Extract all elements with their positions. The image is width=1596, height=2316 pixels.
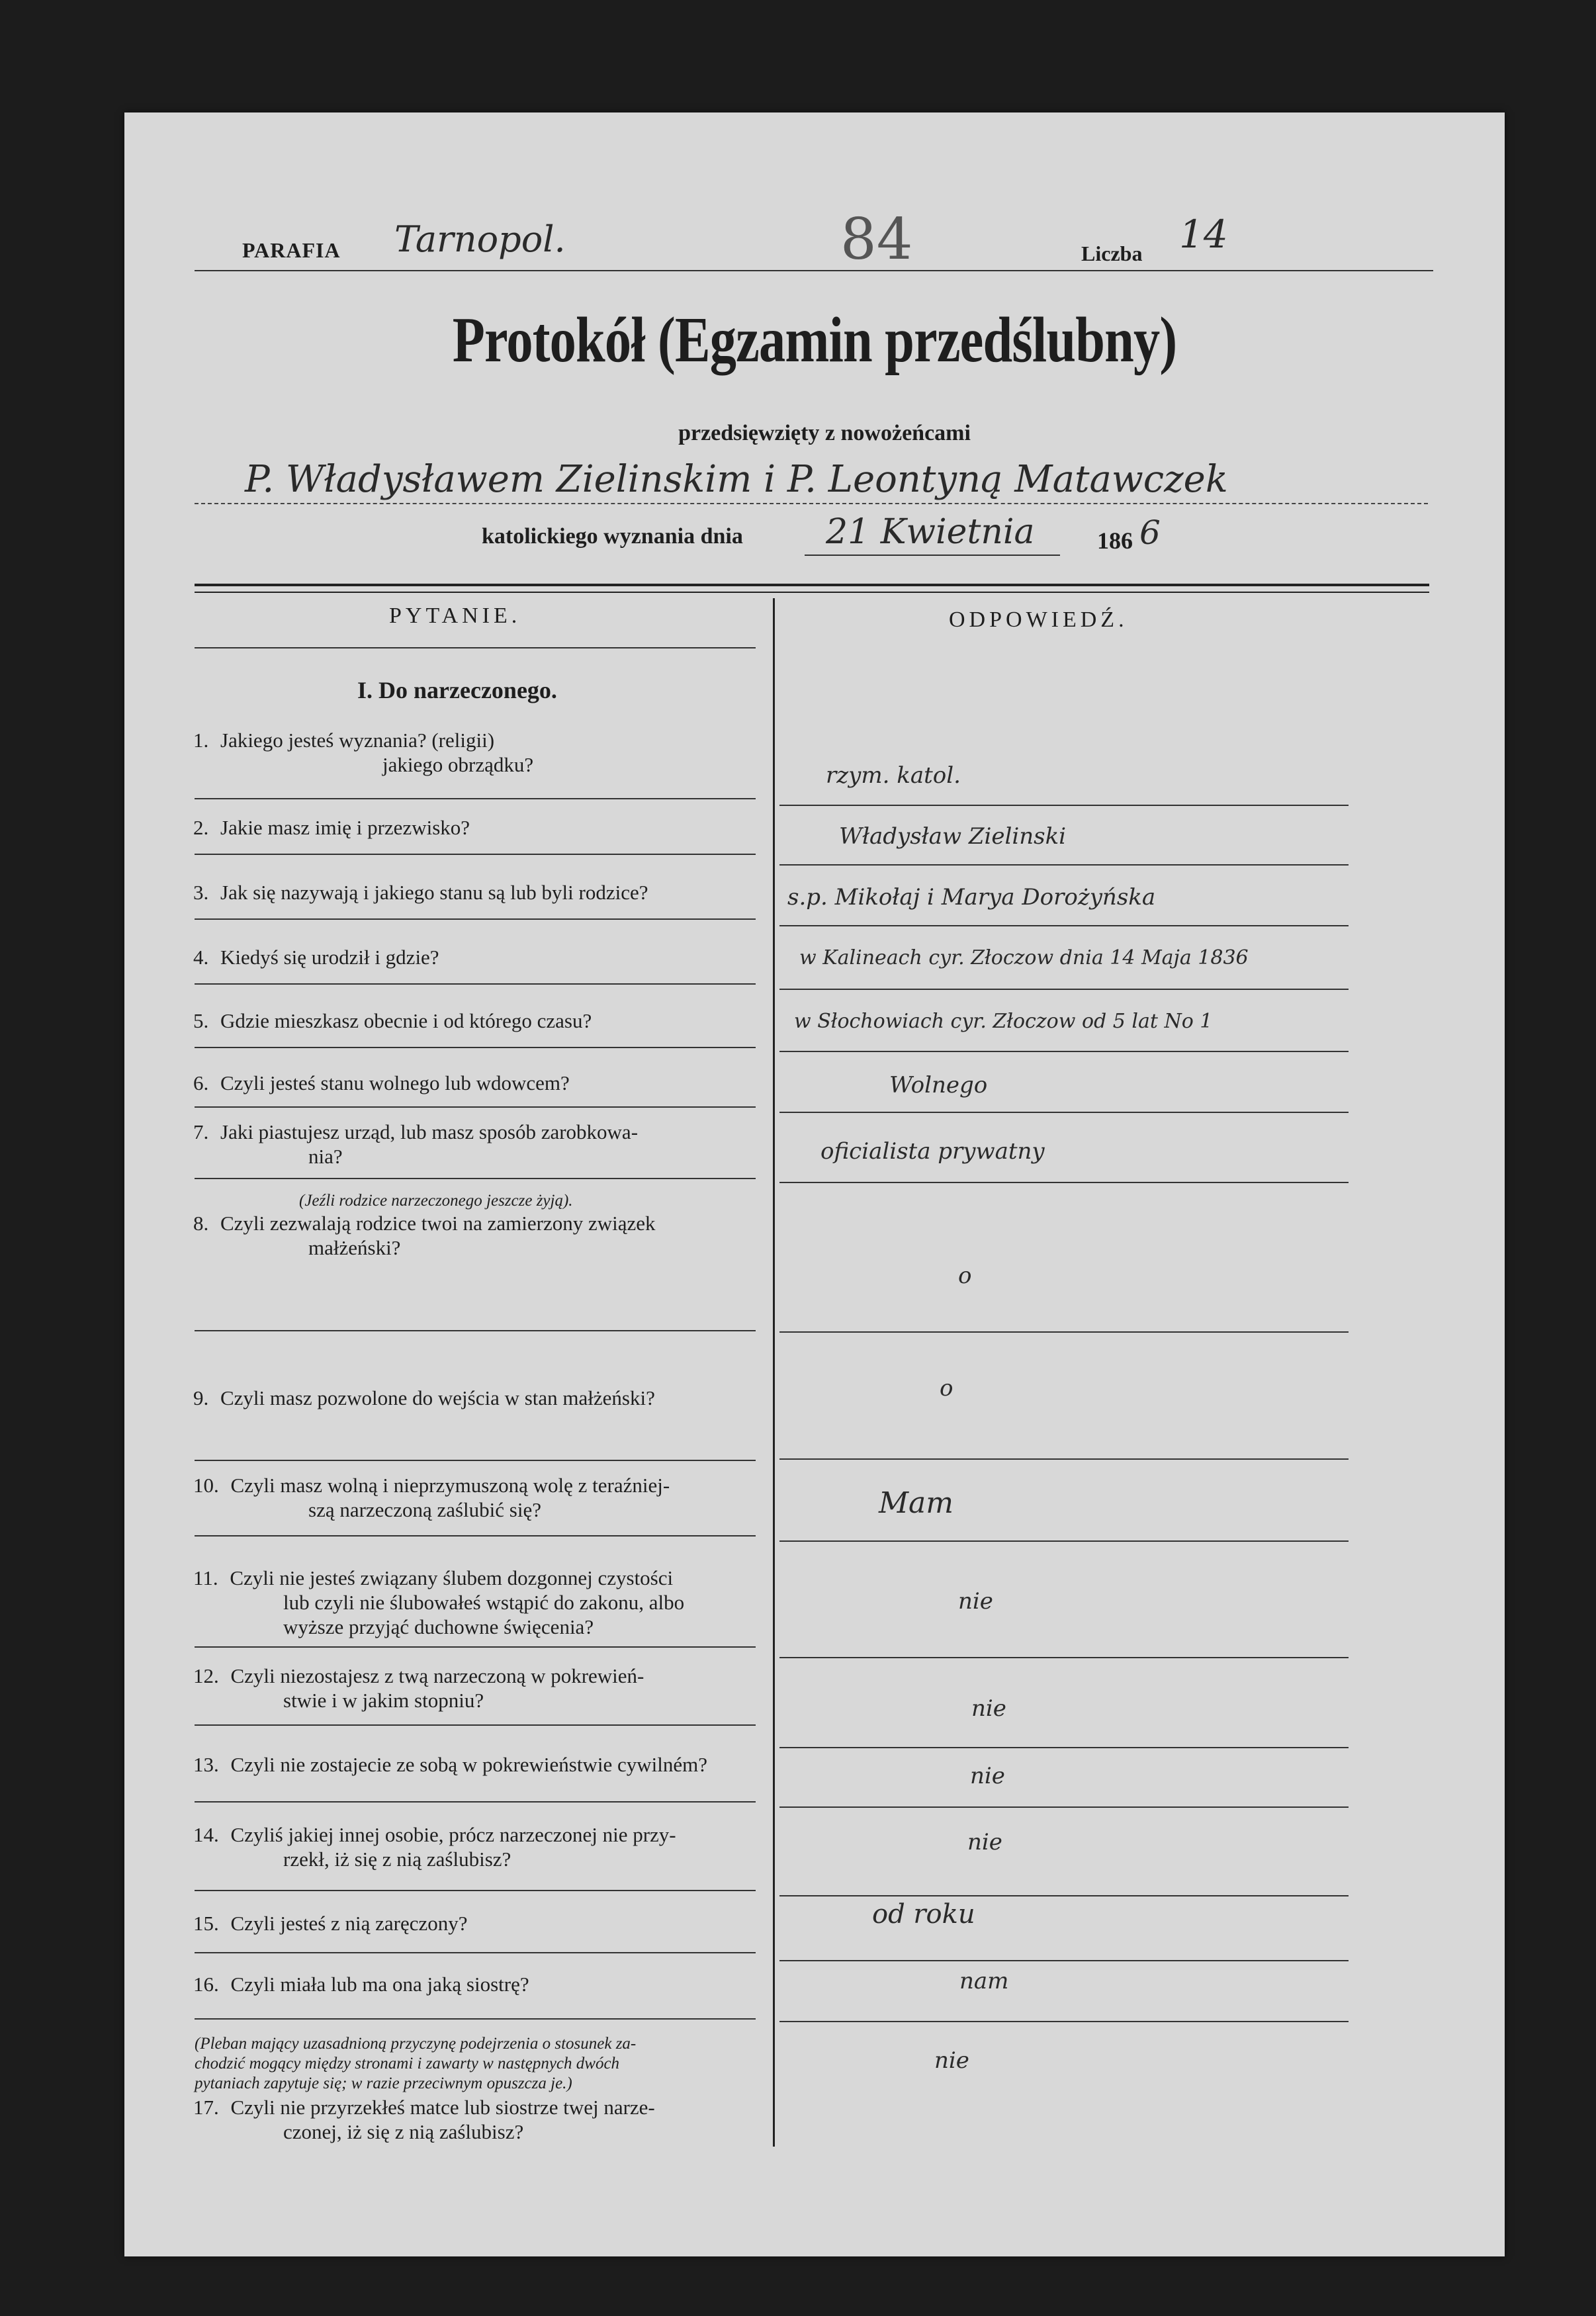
question-17: 17. Czyli nie przyrzekłeś matce lub siostrze twej narze- czonej, iż się z nią zaślubisz?	[193, 2096, 655, 2143]
question-text: stwie i w jakim stopniu?	[283, 1689, 484, 1712]
question-13-row: 13. Czyli nie zostajecie ze sobą w pokrewieństwie cywilném?	[193, 1753, 707, 1776]
question-rule	[195, 983, 756, 985]
question-4: 4. Kiedyś się urodził i gdzie?	[193, 946, 439, 969]
date-value: 21 Kwietnia	[826, 512, 1035, 552]
question-text: Jak się nazywają i jakiego stanu są lub byli rodzice?	[220, 881, 648, 904]
answer-17: nie	[934, 2047, 969, 2074]
header-rule	[195, 270, 1433, 271]
question-text: jakiego obrządku?	[382, 753, 534, 776]
answer-14: nie	[967, 1829, 1002, 1855]
question-text: małżeński?	[308, 1236, 401, 1259]
question-text: Czyli niezostajesz z twą narzeczoną w pokrewień-	[230, 1664, 644, 1687]
question-7: 7. Jaki piastujesz urząd, lub masz sposób zarobkowa- nia?	[193, 1120, 639, 1168]
date-label: katolickiego wyznania dnia	[482, 524, 743, 549]
question-text: Czyli nie przyrzekłeś matce lub siostrze twej narze-	[230, 2096, 655, 2119]
question-text: wyższe przyjąć duchowne święcenia?	[283, 1615, 594, 1638]
question-text: czonej, iż się z nią zaślubisz?	[283, 2120, 524, 2143]
question-6: 6. Czyli jesteś stanu wolnego lub wdowcem?	[193, 1071, 570, 1094]
number-label: Liczba	[1081, 242, 1143, 265]
answer-rule	[779, 1540, 1349, 1542]
question-rule	[195, 1178, 756, 1179]
answer-rule	[779, 1051, 1349, 1052]
question-text: Jakie masz imię i przezwisko?	[220, 816, 470, 839]
question-rule	[195, 1460, 756, 1461]
question-text: szą narzeczoną zaślubić się?	[308, 1498, 541, 1521]
question-text: Kiedyś się urodził i gdzie?	[220, 946, 439, 969]
question-rule	[195, 1047, 756, 1048]
question-rule	[195, 1890, 756, 1891]
answer-5: w Słochowiach cyr. Złoczow od 5 lat No 1	[794, 1010, 1213, 1033]
question-rule	[195, 798, 756, 799]
question-text: Czyli masz pozwolone do wejścia w stan małżeński?	[220, 1386, 655, 1409]
year-printed: 186	[1097, 527, 1133, 554]
question-text: Czyli jesteś stanu wolnego lub wdowcem?	[220, 1071, 570, 1094]
couple-names: P. Władysławem Zielinskim i P. Leontyną Matawczek	[245, 458, 1228, 501]
question-text: Jakiego jesteś wyznania? (religii)	[220, 729, 495, 752]
answer-rule	[779, 1747, 1349, 1748]
question-rule	[195, 918, 756, 920]
answer-9: o	[940, 1375, 953, 1402]
answer-rule	[779, 1182, 1349, 1183]
question-text: Czyli zezwalają rodzice twoi na zamierzony związek	[220, 1212, 656, 1235]
question-17-note	[195, 2034, 636, 2094]
answer-rule	[779, 1458, 1349, 1460]
question-15: 15. Czyli jesteś z nią zaręczony?	[193, 1912, 468, 1935]
answer-8: o	[958, 1263, 972, 1289]
couple-rule	[195, 503, 1428, 504]
answer-rule	[779, 805, 1349, 806]
answer-13: nie	[970, 1763, 1005, 1789]
answer-12: nie	[971, 1695, 1006, 1722]
question-text: Czyli jesteś z nią zaręczony?	[230, 1912, 468, 1935]
question-text: Jaki piastujesz urząd, lub masz sposób zarobkowa-	[220, 1120, 639, 1143]
question-rule	[195, 1535, 756, 1537]
question-8-note: (Jeźli rodzice narzeczonego jeszcze żyją).	[299, 1192, 573, 1210]
answer-4: w Kalineach cyr. Złoczow dnia 14 Maja 1836	[799, 946, 1249, 969]
question-text: nia?	[308, 1145, 343, 1168]
answer-2: Władysław Zielinski	[839, 823, 1067, 850]
answer-3: s.p. Mikołaj i Marya Dorożyńska	[787, 884, 1156, 911]
year-written: 6	[1139, 513, 1161, 552]
answer-rule	[779, 1331, 1349, 1333]
column-header-answer: ODPOWIEDŹ.	[949, 607, 1128, 632]
number-value: 14	[1179, 212, 1228, 257]
question-text: lub czyli nie ślubowałeś wstąpić do zakonu, albo	[283, 1591, 685, 1614]
question-text: Czyli nie zostajecie ze sobą w pokrewieństwie cywilném?	[230, 1753, 707, 1776]
question-5: 5. Gdzie mieszkasz obecnie i od którego czasu?	[193, 1009, 592, 1032]
question-text: Czyliś jakiej innej osobie, prócz narzeczonej nie przy-	[230, 1823, 676, 1846]
answer-rule	[779, 1806, 1349, 1808]
stamp-number: 84	[840, 206, 913, 273]
date-rule	[805, 555, 1060, 556]
column-divider	[773, 598, 775, 2147]
answer-7: oficialista prywatny	[820, 1138, 1045, 1165]
answer-rule	[779, 2021, 1349, 2022]
page-subtitle: przedsięwzięty z nowożeńcami	[678, 421, 971, 445]
document-sheet	[124, 112, 1505, 2256]
question-rule	[195, 854, 756, 855]
double-rule-bottom	[195, 592, 1429, 593]
answer-rule	[779, 1657, 1349, 1658]
question-rule	[195, 1646, 756, 1648]
question-text: Gdzie mieszkasz obecnie i od którego czasu?	[220, 1009, 592, 1032]
answer-11: nie	[958, 1588, 993, 1615]
double-rule-top	[195, 584, 1429, 586]
parish-label: PARAFIA	[242, 238, 341, 262]
question-14: 14. Czyliś jakiej innej osobie, prócz narzeczonej nie przy- rzekł, iż się z nią zaślubisz?	[193, 1823, 676, 1871]
question-11: 11. Czyli nie jesteś związany ślubem dozgonnej czystości lub czyli nie ślubowałeś wstąpić do zakonu, albo wyższe przyjąć duchowne święcenia?	[193, 1566, 685, 1638]
answer-6: Wolnego	[889, 1072, 988, 1098]
question-9: 9. Czyli masz pozwolone do wejścia w stan małżeński?	[193, 1386, 655, 1409]
answer-rule	[779, 1112, 1349, 1113]
question-3: 3. Jak się nazywają i jakiego stanu są lub byli rodzice?	[193, 881, 648, 904]
question-rule	[195, 1106, 756, 1108]
question-10: 10. Czyli masz wolną i nieprzymuszoną wolę z teraźniej- szą narzeczoną zaślubić się?	[193, 1474, 670, 1521]
answer-1: rzym. katol.	[826, 762, 961, 789]
answer-rule	[779, 925, 1349, 926]
column-header-question: PYTANIE.	[389, 603, 521, 628]
question-rule	[195, 1330, 756, 1331]
question-1: 1. Jakiego jesteś wyznania? (religii) jakiego obrządku?	[193, 729, 534, 776]
question-text: Czyli nie jesteś związany ślubem dozgonnej czystości	[230, 1566, 674, 1589]
answer-rule	[779, 864, 1349, 866]
question-2: 2. Jakie masz imię i przezwisko?	[193, 816, 470, 839]
page-title: Protokół (Egzamin przedślubny)	[452, 304, 1177, 376]
question-8: 8. Czyli zezwalają rodzice twoi na zamierzony związek małżeński?	[193, 1212, 656, 1259]
answer-15: od roku	[872, 1899, 975, 1930]
question-16: 16. Czyli miała lub ma ona jaką siostrę?	[193, 1973, 529, 1996]
header-underline	[195, 647, 756, 648]
section-heading: I. Do narzeczonego.	[357, 677, 557, 703]
question-rule	[195, 1801, 756, 1803]
question-rule	[195, 1724, 756, 1726]
answer-10: Mam	[879, 1486, 954, 1520]
question-text: Czyli masz wolną i nieprzymuszoną wolę z teraźniej-	[230, 1474, 670, 1497]
question-rule	[195, 2018, 756, 2020]
answer-16: nam	[959, 1968, 1009, 1994]
note-text: (Pleban mający uzasadnioną przyczynę podejrzenia o stosunek za- chodzić mogący między stronami i zawarty w następnych dwóch pytaniach zapytuje się; w razie przeciwnym opuszcza je.)	[195, 2035, 637, 2092]
parish-value: Tarnopol.	[394, 218, 566, 260]
question-text: Czyli miała lub ma ona jaką siostrę?	[230, 1973, 529, 1996]
answer-rule	[779, 1960, 1349, 1961]
question-rule	[195, 1952, 756, 1953]
question-text: rzekł, iż się z nią zaślubisz?	[283, 1848, 511, 1871]
answer-rule	[779, 1895, 1349, 1896]
answer-rule	[779, 989, 1349, 990]
question-12: 12. Czyli niezostajesz z twą narzeczoną w pokrewień- stwie i w jakim stopniu?	[193, 1664, 644, 1712]
